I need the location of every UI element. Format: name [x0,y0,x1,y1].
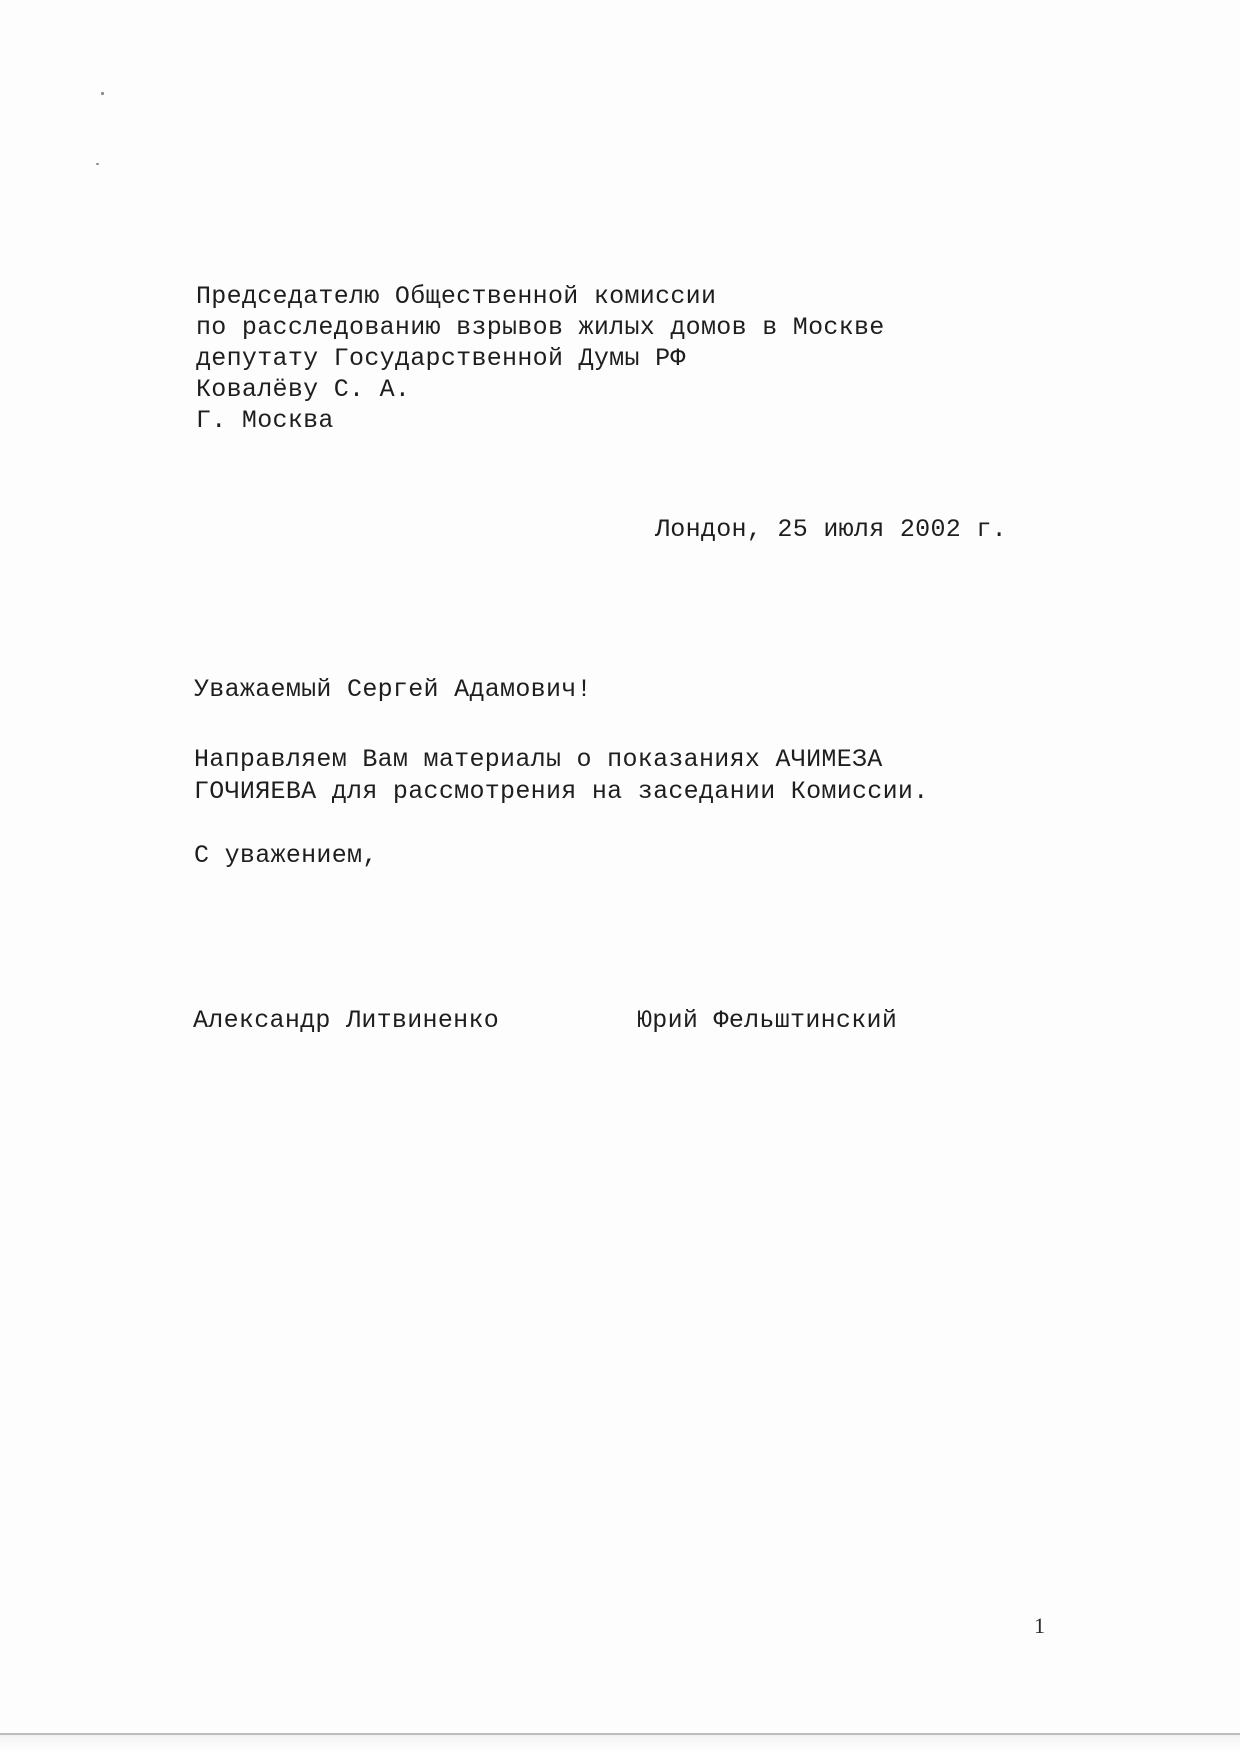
addressee-block [196,282,885,437]
signatory-name: Юрий Фельштинский [637,1006,898,1035]
addressee-line: Г. Москва [196,406,334,435]
addressee-line: депутату Государственной Думы РФ [196,344,686,373]
body-line: ГОЧИЯЕВА для рассмотрения на заседании Комиссии. [194,777,929,806]
signatory-name: Александр Литвиненко [193,1006,500,1035]
addressee-line: по расследованию взрывов жилых домов в Москве [196,313,885,342]
place-and-date: Лондон, 25 июля 2002 г. [655,515,1007,544]
complimentary-close: С уважением, [194,841,378,870]
page-number: 1 [1034,1613,1045,1638]
scan-bottom-edge [0,1733,1240,1755]
scan-speck [101,92,104,95]
letter-body [194,745,929,809]
body-line: Направляем Вам материалы о показаниях АЧИМЕЗА [194,745,883,774]
addressee-line: Председателю Общественной комиссии [196,282,717,311]
scan-speck [96,163,99,165]
addressee-line: Ковалёву С. А. [196,375,411,404]
salutation: Уважаемый Сергей Адамович! [194,675,592,704]
